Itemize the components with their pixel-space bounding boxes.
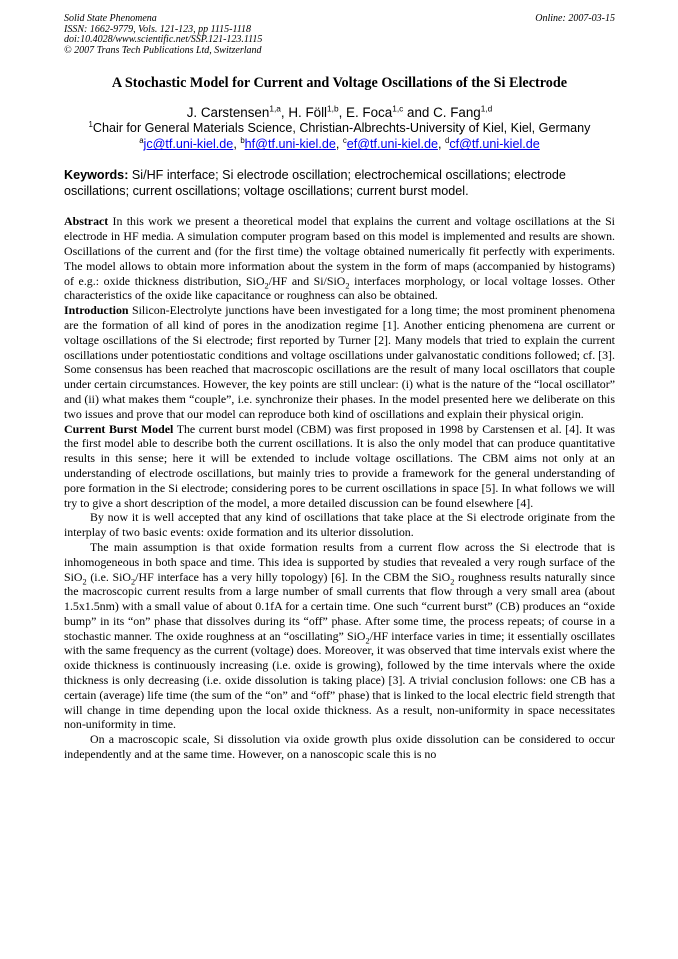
doi-line: doi:10.4028/www.scientific.net/SSP.121-123.1115 xyxy=(64,34,263,46)
email-superscript: c xyxy=(342,136,347,146)
paper-title: A Stochastic Model for Current and Voltage Oscillations of the Si Electrode xyxy=(111,75,568,92)
abstract-paragraph xyxy=(64,214,615,303)
author-name: H. Föll xyxy=(288,105,328,121)
paragraph-text: /HF interface has a very hilly topology) [6]. In the CBM the SiO xyxy=(135,569,451,584)
subscript: 2 xyxy=(365,636,370,646)
paragraph-text: roughness results naturally since the macroscopic current results from a large number of small currents that flow through a very small area (about 1.5x1.5nm) with a small value of about 0.1fA for a certain time. One such “current burst” (CB) produces an “oxide bump” in its “on” phase that dissolves during its “off” phase. After some time, the process repeats; of course in a stochastic manner. The oxide roughness at an “oscillating” SiO xyxy=(64,569,615,643)
keywords xyxy=(64,167,615,199)
author-superscript: 1,c xyxy=(392,103,404,114)
cbm-heading: Current Burst Model xyxy=(64,421,174,436)
journal-header xyxy=(64,14,615,56)
subscript: 2 xyxy=(264,280,269,290)
author-name: C. Fang xyxy=(433,105,481,121)
email-link-ef[interactable]: ef@tf.uni-kiel.de xyxy=(346,137,438,152)
keywords-text: Si/HF interface; Si electrode oscillation; electrochemical oscillations; electrode oscillations; current oscillations; voltage oscillations; current burst model. xyxy=(64,168,566,199)
author-separator: , xyxy=(338,105,347,121)
abstract-text: interfaces morphology, or local voltage losses. Other characteristics of the oxide like capacitance or roughness can also be obtained. xyxy=(64,273,615,303)
subscript: 2 xyxy=(131,576,136,586)
email-superscript: a xyxy=(139,136,144,146)
email-link-hf[interactable]: hf@tf.uni-kiel.de xyxy=(244,137,336,152)
keywords-label: Keywords: xyxy=(64,168,129,183)
paragraph-text: (i.e. SiO xyxy=(86,569,131,584)
cbm-text: The current burst model (CBM) was first proposed in 1998 by Carstensen et al. [4]. It was the first model able to describe both the current oscillations. It is also the only model that can produce quantitative results in this sense; here it will be extended to include voltage oscillations. The CBM aims not only at an understanding of electrode oscillations, but mainly tries to provide a framework for the general understanding of pore formation in the Si electrode; considering pores to be current oscillations in space [5]. In what follows we will try to give a short description of the model, a more detailed discussion can be found elsewhere [4]. xyxy=(64,421,616,510)
issn-line: ISSN: 1662-9779, Vols. 121-123, pp 1115-1118 xyxy=(64,23,252,35)
online-date: Online: 2007-03-15 xyxy=(535,13,615,24)
paragraph-text: /HF interface varies in time; it essentially oscillates with the same frequency as the current (voltage) does. Moreover, it was observed that time intervals exist where the oxide thickness is continuously increasing (i.e. oxide is growing), followed by the time intervals where the oxide thickness is only decreasing (i.e. oxide dissolution is taking place) [3]. A trivial conclusion follows: one CB has a certain (average) life time (the sum of the “on” and “off” phase) that is linked to the local electric field strength that will change in time depending upon the local oxide thickness. As a result, non-uniformity in space necessitates non-uniformity in time. xyxy=(64,628,615,732)
body-text xyxy=(64,214,615,761)
email-superscript: d xyxy=(444,136,450,146)
subscript: 2 xyxy=(345,280,350,290)
paper-page xyxy=(64,14,615,762)
abstract-heading: Abstract xyxy=(64,214,109,229)
introduction-paragraph xyxy=(64,303,615,421)
body-paragraph xyxy=(64,540,615,732)
journal-name: Solid State Phenomena xyxy=(64,13,157,24)
body-paragraph: On a macroscopic scale, Si dissolution via oxide growth plus oxide dissolution can be considered to occur independently and at the same time. However, on a nanoscopic scale this is no xyxy=(64,732,615,762)
cbm-paragraph xyxy=(64,422,615,511)
introduction-text: Silicon-Electrolyte junctions have been investigated for a long time; the most prominent phenomena are the formation of all kind of pores in the anodization regime [1]. Another enticing phenomena are current or voltage oscillations of the Si electrode; first reported by Turner [2]. Many models that tried to explain the current oscillations under potentiostatic conditions and voltage oscillations under galvanostatic conditions followed; cf. [3]. Some consensus has been reached that macroscopic oscillations are the result of many local oscillators that couple under certain circumstances. However, the key points are still unclear: (i) what is the nature of the “local oscillator” and (ii) what makes them “couple”, i.e. synchronize their phases. In the model presented here we deliberate on this two issues and prove that our model can reproduce both kind of oscillations and explain their physical origin. xyxy=(64,303,615,421)
author-superscript: 1,b xyxy=(327,103,339,114)
affiliation xyxy=(64,121,615,136)
author-name: J. Carstensen xyxy=(186,105,270,121)
subscript: 2 xyxy=(450,576,455,586)
subscript: 2 xyxy=(82,576,87,586)
author-separator: and xyxy=(403,105,434,121)
email-superscript: b xyxy=(240,136,245,146)
email-link-cf[interactable]: cf@tf.uni-kiel.de xyxy=(449,137,540,152)
introduction-heading: Introduction xyxy=(64,303,129,318)
author-superscript: 1,a xyxy=(269,103,281,114)
author-list xyxy=(64,105,615,121)
paragraph-text: The main assumption is that oxide formation results from a current flow across the Si electrode that is inhomogeneous in both space and time. This idea is supported by studies that revealed a very rough surface of the SiO xyxy=(64,539,615,584)
author-superscript: 1,d xyxy=(480,103,493,114)
author-separator: , xyxy=(280,105,289,121)
affiliation-superscript: 1 xyxy=(88,120,93,130)
abstract-text: /HF and Si/SiO xyxy=(268,273,346,288)
abstract-text: In this work we present a theoretical model that explains the current and voltage oscillations at the Si electrode in HF media. A simulation computer program based on this model is implemented and results are shown. Oscillations of the current and (for the first time) the voltage obtained numerically fit perfectly with experiments. The model allows to obtain more information about the system in the form of maps (accompanied by histograms) of e.g.: oxide thickness distribution, SiO xyxy=(64,214,615,288)
copyright-line: © 2007 Trans Tech Publications Ltd, Switzerland xyxy=(64,44,262,56)
email-list: $^a$jc@tf.uni-kiel.de, $^b$hf@tf.uni-kiel.de, $^c$ef@tf.uni-kiel.de, $^d$cf@tf.uni-kiel.de xyxy=(139,136,540,152)
author-name: E. Foca xyxy=(346,105,393,121)
email-link-jc[interactable]: jc@tf.uni-kiel.de xyxy=(143,137,234,152)
affiliation-text: Chair for General Materials Science, Christian-Albrechts-University of Kiel, Kiel, Germany xyxy=(92,121,591,136)
body-paragraph: By now it is well accepted that any kind of oscillations that take place at the Si electrode originate from the interplay of two basic events: oxide formation and its ulterior dissolution. xyxy=(64,510,615,540)
